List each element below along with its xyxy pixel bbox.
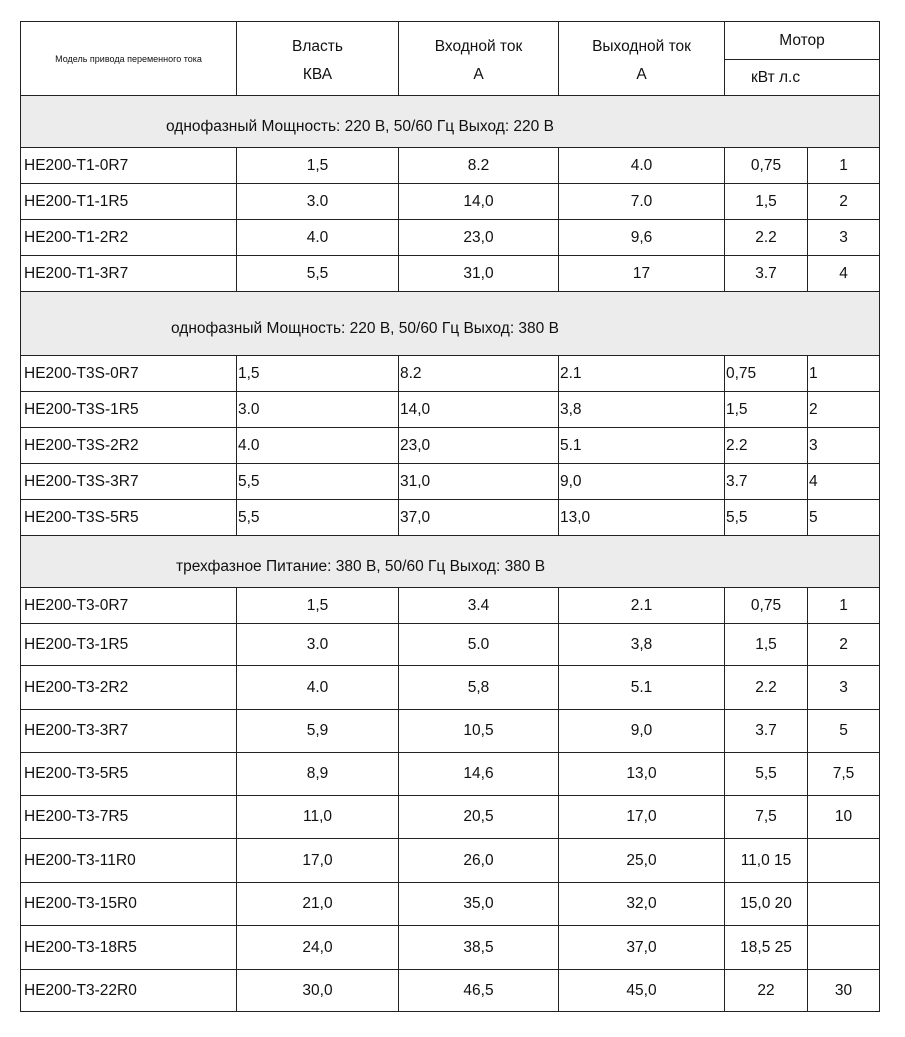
section-title [21,96,880,148]
header-motor-units: кВт л.с [725,60,880,96]
cell-motor-kw: 2.2 [725,220,808,256]
table-row [21,796,880,839]
cell-input-current: 5,8 [399,666,559,710]
cell-input-current: 31,0 [399,464,559,500]
cell-power: 17,0 [237,839,399,883]
cell-power: 3.0 [237,184,399,220]
cell-model: HE200-T3-7R5 [21,796,237,839]
cell-power: 3.0 [237,624,399,666]
cell-output-current: 17,0 [559,796,725,839]
cell-motor-kw: 11,0 15 [725,839,808,883]
cell-input-current: 23,0 [399,220,559,256]
header-output-current-name: Выходной ток [592,37,691,55]
table-row [21,839,880,883]
cell-input-current: 14,6 [399,753,559,796]
table-row [21,500,880,536]
cell-motor-hp: 4 [808,256,880,292]
cell-output-current: 32,0 [559,883,725,926]
cell-output-current: 9,0 [559,710,725,753]
cell-input-current: 14,0 [399,184,559,220]
header-input-current-unit: А [473,65,484,83]
header-output-current-unit: А [636,65,647,83]
cell-motor-kw: 18,5 25 [725,926,808,970]
cell-model: HE200-T1-2R2 [21,220,237,256]
cell-power: 4.0 [237,666,399,710]
cell-motor-hp: 2 [808,184,880,220]
cell-power: 24,0 [237,926,399,970]
cell-output-current: 13,0 [559,753,725,796]
cell-output-current: 13,0 [559,500,725,536]
header-row-top [21,22,880,60]
cell-motor-kw: 7,5 [725,796,808,839]
cell-power: 4.0 [237,220,399,256]
cell-motor-hp [808,839,880,883]
section-title [21,292,880,356]
table-row [21,666,880,710]
cell-model: HE200-T3S-0R7 [21,356,237,392]
cell-model: HE200-T3-18R5 [21,926,237,970]
cell-model: HE200-T1-3R7 [21,256,237,292]
cell-motor-kw: 0,75 [725,588,808,624]
cell-motor-kw: 0,75 [725,148,808,184]
cell-input-current: 14,0 [399,392,559,428]
cell-motor-hp: 1 [808,148,880,184]
section-title-text: трехфазное Питание: 380 В, 50/60 Гц Выход: 380 В [176,557,546,575]
table-row [21,624,880,666]
cell-input-current: 38,5 [399,926,559,970]
cell-power: 4.0 [237,428,399,464]
cell-motor-hp: 30 [808,970,880,1012]
header-model: Модель привода переменного тока [21,22,237,96]
cell-power: 21,0 [237,883,399,926]
header-output-current [559,22,725,96]
cell-model: HE200-T3-1R5 [21,624,237,666]
header-input-current [399,22,559,96]
table-row [21,926,880,970]
cell-motor-hp: 3 [808,220,880,256]
table-row [21,428,880,464]
table-row [21,464,880,500]
cell-input-current: 31,0 [399,256,559,292]
cell-model: HE200-T3S-3R7 [21,464,237,500]
table-row [21,256,880,292]
cell-output-current: 9,6 [559,220,725,256]
cell-motor-hp: 3 [808,428,880,464]
cell-model: HE200-T1-0R7 [21,148,237,184]
cell-power: 8,9 [237,753,399,796]
cell-output-current: 45,0 [559,970,725,1012]
cell-input-current: 46,5 [399,970,559,1012]
section-row [21,536,880,588]
cell-output-current: 7.0 [559,184,725,220]
cell-motor-hp [808,883,880,926]
cell-output-current: 2.1 [559,588,725,624]
cell-input-current: 35,0 [399,883,559,926]
cell-power: 5,5 [237,464,399,500]
cell-motor-hp: 2 [808,392,880,428]
header-power-unit: КВА [302,65,333,83]
cell-motor-kw: 0,75 [725,356,808,392]
section-title-text: однофазный Мощность: 220 В, 50/60 Гц Выход: 380 В [171,319,559,337]
cell-power: 30,0 [237,970,399,1012]
cell-output-current: 5.1 [559,428,725,464]
cell-output-current: 3,8 [559,624,725,666]
cell-motor-kw: 1,5 [725,184,808,220]
cell-model: HE200-T3S-5R5 [21,500,237,536]
cell-output-current: 2.1 [559,356,725,392]
cell-input-current: 20,5 [399,796,559,839]
cell-model: HE200-T3-2R2 [21,666,237,710]
cell-motor-hp: 4 [808,464,880,500]
cell-motor-hp: 2 [808,624,880,666]
table-row [21,883,880,926]
table-row [21,148,880,184]
header-motor: Мотор [725,22,880,60]
cell-input-current: 3.4 [399,588,559,624]
section-row [21,96,880,148]
cell-model: HE200-T3-22R0 [21,970,237,1012]
cell-model: HE200-T3-3R7 [21,710,237,753]
cell-motor-hp: 1 [808,588,880,624]
spec-table [20,21,880,1012]
cell-input-current: 8.2 [399,148,559,184]
cell-input-current: 5.0 [399,624,559,666]
cell-motor-hp: 5 [808,710,880,753]
cell-model: HE200-T3-0R7 [21,588,237,624]
table-row [21,753,880,796]
cell-model: HE200-T3S-1R5 [21,392,237,428]
section-title-text: однофазный Мощность: 220 В, 50/60 Гц Выход: 220 В [166,117,554,135]
cell-power: 3.0 [237,392,399,428]
cell-power: 11,0 [237,796,399,839]
header-power [237,22,399,96]
cell-output-current: 25,0 [559,839,725,883]
cell-output-current: 4.0 [559,148,725,184]
section-row [21,292,880,356]
cell-motor-kw: 3.7 [725,464,808,500]
table-row [21,220,880,256]
table-row [21,356,880,392]
cell-output-current: 5.1 [559,666,725,710]
cell-input-current: 8.2 [399,356,559,392]
cell-motor-kw: 3.7 [725,256,808,292]
cell-motor-hp: 5 [808,500,880,536]
cell-motor-hp [808,926,880,970]
cell-motor-kw: 2.2 [725,428,808,464]
header-input-current-name: Входной ток [434,37,523,55]
cell-motor-kw: 1,5 [725,624,808,666]
cell-input-current: 26,0 [399,839,559,883]
header-power-name: Власть [292,37,343,55]
cell-motor-hp: 3 [808,666,880,710]
cell-model: HE200-T1-1R5 [21,184,237,220]
cell-output-current: 37,0 [559,926,725,970]
table-row [21,970,880,1012]
table-row [21,710,880,753]
cell-power: 5,5 [237,256,399,292]
cell-power: 1,5 [237,148,399,184]
cell-power: 5,9 [237,710,399,753]
cell-motor-kw: 5,5 [725,753,808,796]
cell-output-current: 3,8 [559,392,725,428]
cell-input-current: 23,0 [399,428,559,464]
cell-motor-kw: 1,5 [725,392,808,428]
cell-input-current: 10,5 [399,710,559,753]
cell-model: HE200-T3-15R0 [21,883,237,926]
cell-input-current: 37,0 [399,500,559,536]
table-row [21,392,880,428]
table-row [21,588,880,624]
cell-motor-hp: 1 [808,356,880,392]
cell-motor-kw: 5,5 [725,500,808,536]
cell-power: 5,5 [237,500,399,536]
cell-motor-hp: 10 [808,796,880,839]
cell-motor-kw: 3.7 [725,710,808,753]
cell-power: 1,5 [237,588,399,624]
cell-model: HE200-T3-5R5 [21,753,237,796]
cell-model: HE200-T3-11R0 [21,839,237,883]
cell-output-current: 9,0 [559,464,725,500]
cell-power: 1,5 [237,356,399,392]
cell-motor-kw: 22 [725,970,808,1012]
section-title [21,536,880,588]
cell-motor-hp: 7,5 [808,753,880,796]
cell-motor-kw: 2.2 [725,666,808,710]
cell-output-current: 17 [559,256,725,292]
cell-motor-kw: 15,0 20 [725,883,808,926]
cell-model: HE200-T3S-2R2 [21,428,237,464]
table-row [21,184,880,220]
